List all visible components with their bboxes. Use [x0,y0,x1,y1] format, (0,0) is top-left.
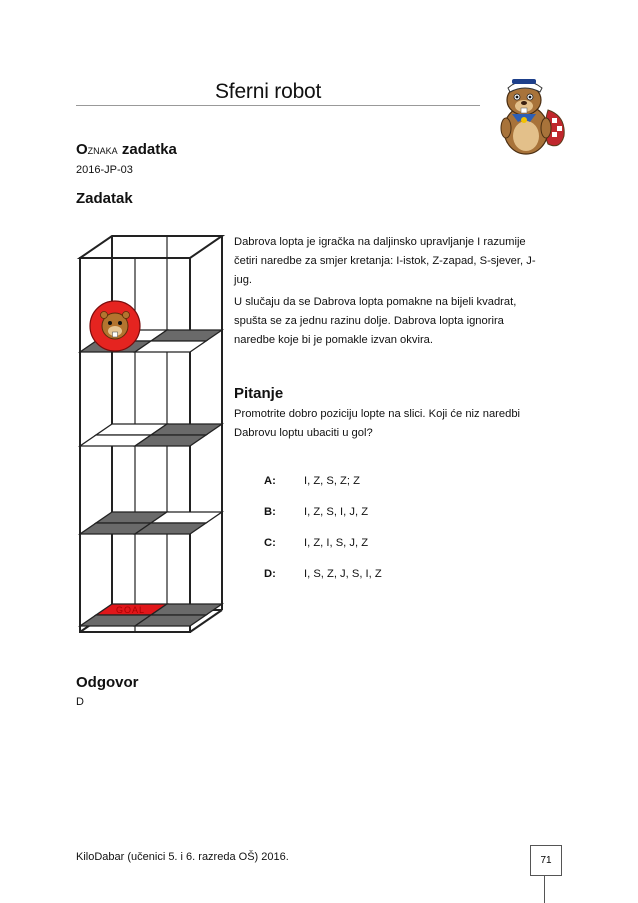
page-number-box [530,845,562,876]
page-number: 71 [540,855,552,866]
page-number-line [544,875,545,903]
question-text: Promotrite dobro poziciju lopte na slici. Koji će niz naredbi Dabrovu loptu ubaciti u gol? [234,408,521,439]
tower-figure [70,228,232,638]
beaver-mascot-logo [490,70,570,158]
task-code-heading: OZNAKA zadatka [76,141,177,158]
task-code-value: 2016-JP-03 [76,164,133,176]
task-heading: Zadatak [76,190,133,207]
footer-text: KiloDabar (učenici 5. i 6. razreda OŠ) 2016. [76,851,289,863]
answer-value: D [76,696,84,708]
task-rules: U slučaju da se Dabrova lopta pomakne na bijeli kvadrat, spušta se za jednu razinu dolje. Dabrova lopta ignorira naredbe koje bi je pomakle izvan okvira. [234,296,517,346]
answer-heading: Odgovor [76,674,139,691]
title-divider [76,105,480,106]
page-title: Sferni robot [215,80,322,103]
beaver-ball [90,301,140,351]
task-description: Dabrova lopta je igračka na daljinsko upravljanje I razumije četiri naredbe za smjer kretanja: I-istok, Z-zapad, S-sjever, J- jug. [234,236,536,286]
question-heading: Pitanje [234,385,284,402]
goal-label: GOAL [116,605,146,615]
